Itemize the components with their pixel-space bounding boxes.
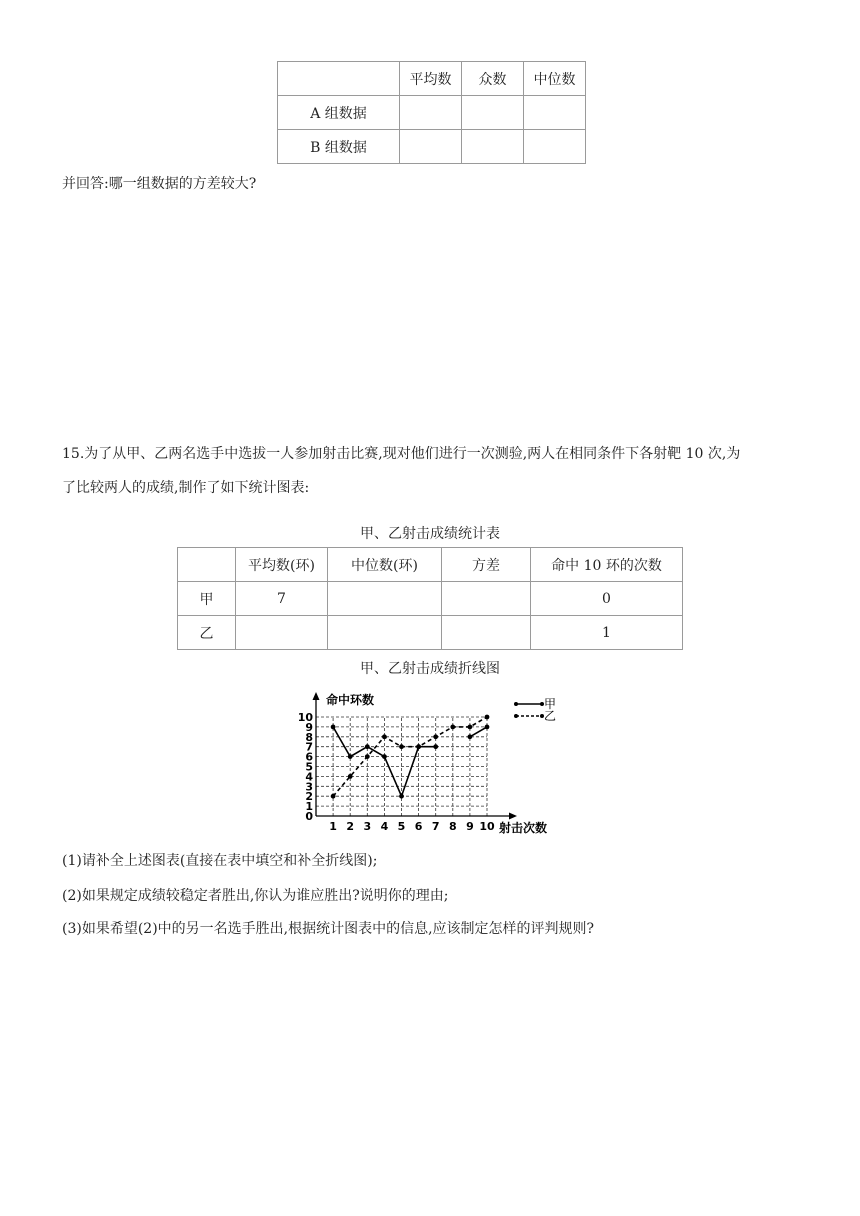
table-cell bbox=[524, 130, 586, 164]
table-ab-groups bbox=[277, 61, 586, 164]
table-header-row bbox=[278, 62, 586, 96]
table-cell bbox=[462, 130, 524, 164]
y-tick-label: 0 bbox=[305, 810, 313, 823]
table-row bbox=[278, 96, 586, 130]
y-tick-label: 7 bbox=[305, 740, 313, 754]
table-cell: 7 bbox=[236, 582, 328, 616]
data-point bbox=[433, 734, 438, 739]
data-point bbox=[348, 754, 353, 759]
table-cell bbox=[524, 96, 586, 130]
table-cell bbox=[462, 96, 524, 130]
sub-question-3: (3)如果希望(2)中的另一名选手胜出,根据统计图表中的信息,应该制定怎样的评判规则? bbox=[62, 921, 595, 937]
line-chart bbox=[280, 686, 580, 844]
y-axis-label: 命中环数 bbox=[326, 693, 375, 707]
table-cell bbox=[328, 616, 442, 650]
table-cell: 1 bbox=[531, 616, 683, 650]
table-header-cell bbox=[178, 548, 236, 582]
row-label: A 组数据 bbox=[278, 96, 400, 130]
x-tick-label: 4 bbox=[380, 820, 389, 833]
stats-table bbox=[177, 547, 683, 650]
y-tick-label: 3 bbox=[305, 780, 313, 794]
table-header-cell: 中位数 bbox=[524, 62, 586, 96]
data-point bbox=[485, 715, 490, 720]
y-tick-label: 5 bbox=[305, 760, 313, 774]
data-point bbox=[485, 725, 490, 730]
table-header-cell: 方差 bbox=[442, 548, 531, 582]
data-point bbox=[450, 725, 455, 730]
x-tick-label: 2 bbox=[346, 820, 355, 833]
x-axis-arrow bbox=[509, 813, 517, 820]
chart-title: 甲、乙射击成绩折线图 bbox=[360, 661, 500, 677]
y-tick-label: 6 bbox=[305, 750, 313, 764]
table-header-cell: 命中 10 环的次数 bbox=[531, 548, 683, 582]
data-point bbox=[468, 734, 473, 739]
table-header-cell bbox=[278, 62, 400, 96]
y-axis-arrow bbox=[313, 692, 320, 700]
table-row bbox=[178, 582, 683, 616]
y-tick-label: 1 bbox=[305, 800, 313, 814]
y-tick-label: 8 bbox=[305, 730, 313, 744]
x-tick-label: 9 bbox=[466, 820, 474, 833]
x-tick-label: 5 bbox=[397, 820, 406, 833]
x-tick-label: 10 bbox=[479, 820, 495, 833]
table-cell bbox=[400, 96, 462, 130]
x-tick-label: 3 bbox=[363, 820, 372, 833]
table-row bbox=[178, 616, 683, 650]
data-point bbox=[331, 794, 336, 799]
data-point bbox=[382, 754, 387, 759]
y-tick-label: 9 bbox=[305, 720, 313, 734]
table-header-cell: 中位数(环) bbox=[328, 548, 442, 582]
y-tick-label: 2 bbox=[305, 790, 313, 804]
row-label: 乙 bbox=[178, 616, 236, 650]
data-point bbox=[348, 774, 353, 779]
table-cell bbox=[442, 582, 531, 616]
table-cell: 0 bbox=[531, 582, 683, 616]
data-point bbox=[382, 734, 387, 739]
data-point bbox=[365, 754, 370, 759]
data-point bbox=[468, 725, 473, 730]
data-point bbox=[433, 744, 438, 749]
data-point bbox=[331, 725, 336, 730]
x-tick-label: 8 bbox=[448, 820, 457, 833]
x-axis-label: 射击次数 bbox=[499, 821, 548, 835]
legend-marker bbox=[514, 702, 518, 706]
sub-question-1: (1)请补全上述图表(直接在表中填空和补全折线图); bbox=[62, 853, 378, 869]
question-14-tail: 并回答:哪一组数据的方差较大? bbox=[62, 176, 257, 192]
row-label: B 组数据 bbox=[278, 130, 400, 164]
series-line-1 bbox=[333, 727, 487, 796]
table-cell bbox=[236, 616, 328, 650]
stats-table-title: 甲、乙射击成绩统计表 bbox=[360, 526, 500, 542]
table-header-cell: 众数 bbox=[462, 62, 524, 96]
table-cell bbox=[400, 130, 462, 164]
question-15-line-1: 15.为了从甲、乙两名选手中选拔一人参加射击比赛,现对他们进行一次测验,两人在相同条件下各射靶 10 次,为 bbox=[62, 446, 741, 462]
table-cell bbox=[442, 616, 531, 650]
sub-question-2: (2)如果规定成绩较稳定者胜出,你认为谁应胜出?说明你的理由; bbox=[62, 888, 449, 904]
data-point bbox=[365, 744, 370, 749]
question-15-line-2: 了比较两人的成绩,制作了如下统计图表: bbox=[62, 480, 310, 496]
table-header-cell: 平均数(环) bbox=[236, 548, 328, 582]
x-tick-label: 7 bbox=[431, 820, 440, 833]
y-tick-label: 10 bbox=[297, 711, 313, 724]
data-point bbox=[399, 744, 404, 749]
data-point bbox=[416, 744, 421, 749]
table-header-cell: 平均数 bbox=[400, 62, 462, 96]
data-point bbox=[399, 794, 404, 799]
legend-label: 乙 bbox=[544, 709, 557, 723]
table-cell bbox=[328, 582, 442, 616]
table-header-row bbox=[178, 548, 683, 582]
x-tick-label: 6 bbox=[414, 820, 423, 833]
row-label: 甲 bbox=[178, 582, 236, 616]
table-row bbox=[278, 130, 586, 164]
y-tick-label: 4 bbox=[305, 770, 313, 784]
legend-marker bbox=[514, 714, 518, 718]
legend-label: 甲 bbox=[544, 697, 557, 711]
x-tick-label: 1 bbox=[329, 820, 337, 833]
